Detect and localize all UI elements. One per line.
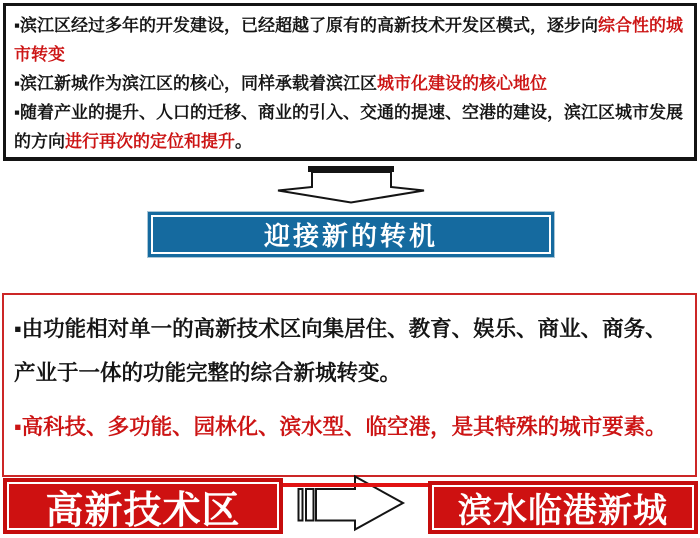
emphasis-text: 进行再次的定位和提升 bbox=[65, 132, 235, 151]
striped-right-arrow-icon bbox=[292, 471, 408, 535]
text-paragraph bbox=[14, 69, 690, 98]
body-text: ▪滨江新城作为滨江区的核心，同样承载着滨江区 bbox=[14, 74, 378, 93]
flow-target-box bbox=[428, 481, 698, 534]
text-paragraph bbox=[14, 405, 685, 449]
emphasis-text: ▪高科技、多功能、园林化、滨水型、临空港，是其特殊的城市要素。 bbox=[14, 415, 667, 439]
description-text-box bbox=[2, 293, 697, 477]
transition-banner bbox=[147, 211, 555, 258]
red-connector-line bbox=[282, 483, 430, 487]
text-paragraph bbox=[14, 307, 685, 395]
body-text: ▪随着产业的提升、人口的迁移、商业的引入、交通的提速、空港的建设，滨江区城市发展的方向 bbox=[14, 103, 684, 151]
body-text: ▪由功能相对单一的高新技术区向集居住、教育、娱乐、商业、商务、产业于一体的功能完整的综合新城转变。 bbox=[14, 317, 667, 385]
transition-banner-label: 迎接新的转机 bbox=[263, 221, 438, 251]
flow-source-label: 高新技术区 bbox=[45, 489, 241, 532]
text-paragraph bbox=[14, 11, 690, 69]
body-text: ▪滨江区经过多年的开发建设，已经超越了原有的高新技术开发区模式，逐步向 bbox=[14, 16, 599, 35]
striped-arrow-bar-2 bbox=[306, 489, 314, 521]
down-arrow-outline bbox=[278, 172, 424, 203]
striped-arrow-bar-1 bbox=[299, 489, 303, 521]
intro-text-box bbox=[3, 3, 697, 161]
flow-target-label: 滨水临港新城 bbox=[458, 492, 668, 530]
down-arrow-top-bar bbox=[308, 166, 394, 172]
emphasis-text: 城市化建设的核心地位 bbox=[377, 74, 548, 93]
text-paragraph bbox=[14, 98, 690, 156]
body-text: 。 bbox=[235, 132, 252, 151]
flow-source-box bbox=[3, 478, 283, 534]
down-block-arrow-icon bbox=[260, 162, 440, 208]
emphasis-text: 综合性的城市转变 bbox=[14, 16, 684, 64]
